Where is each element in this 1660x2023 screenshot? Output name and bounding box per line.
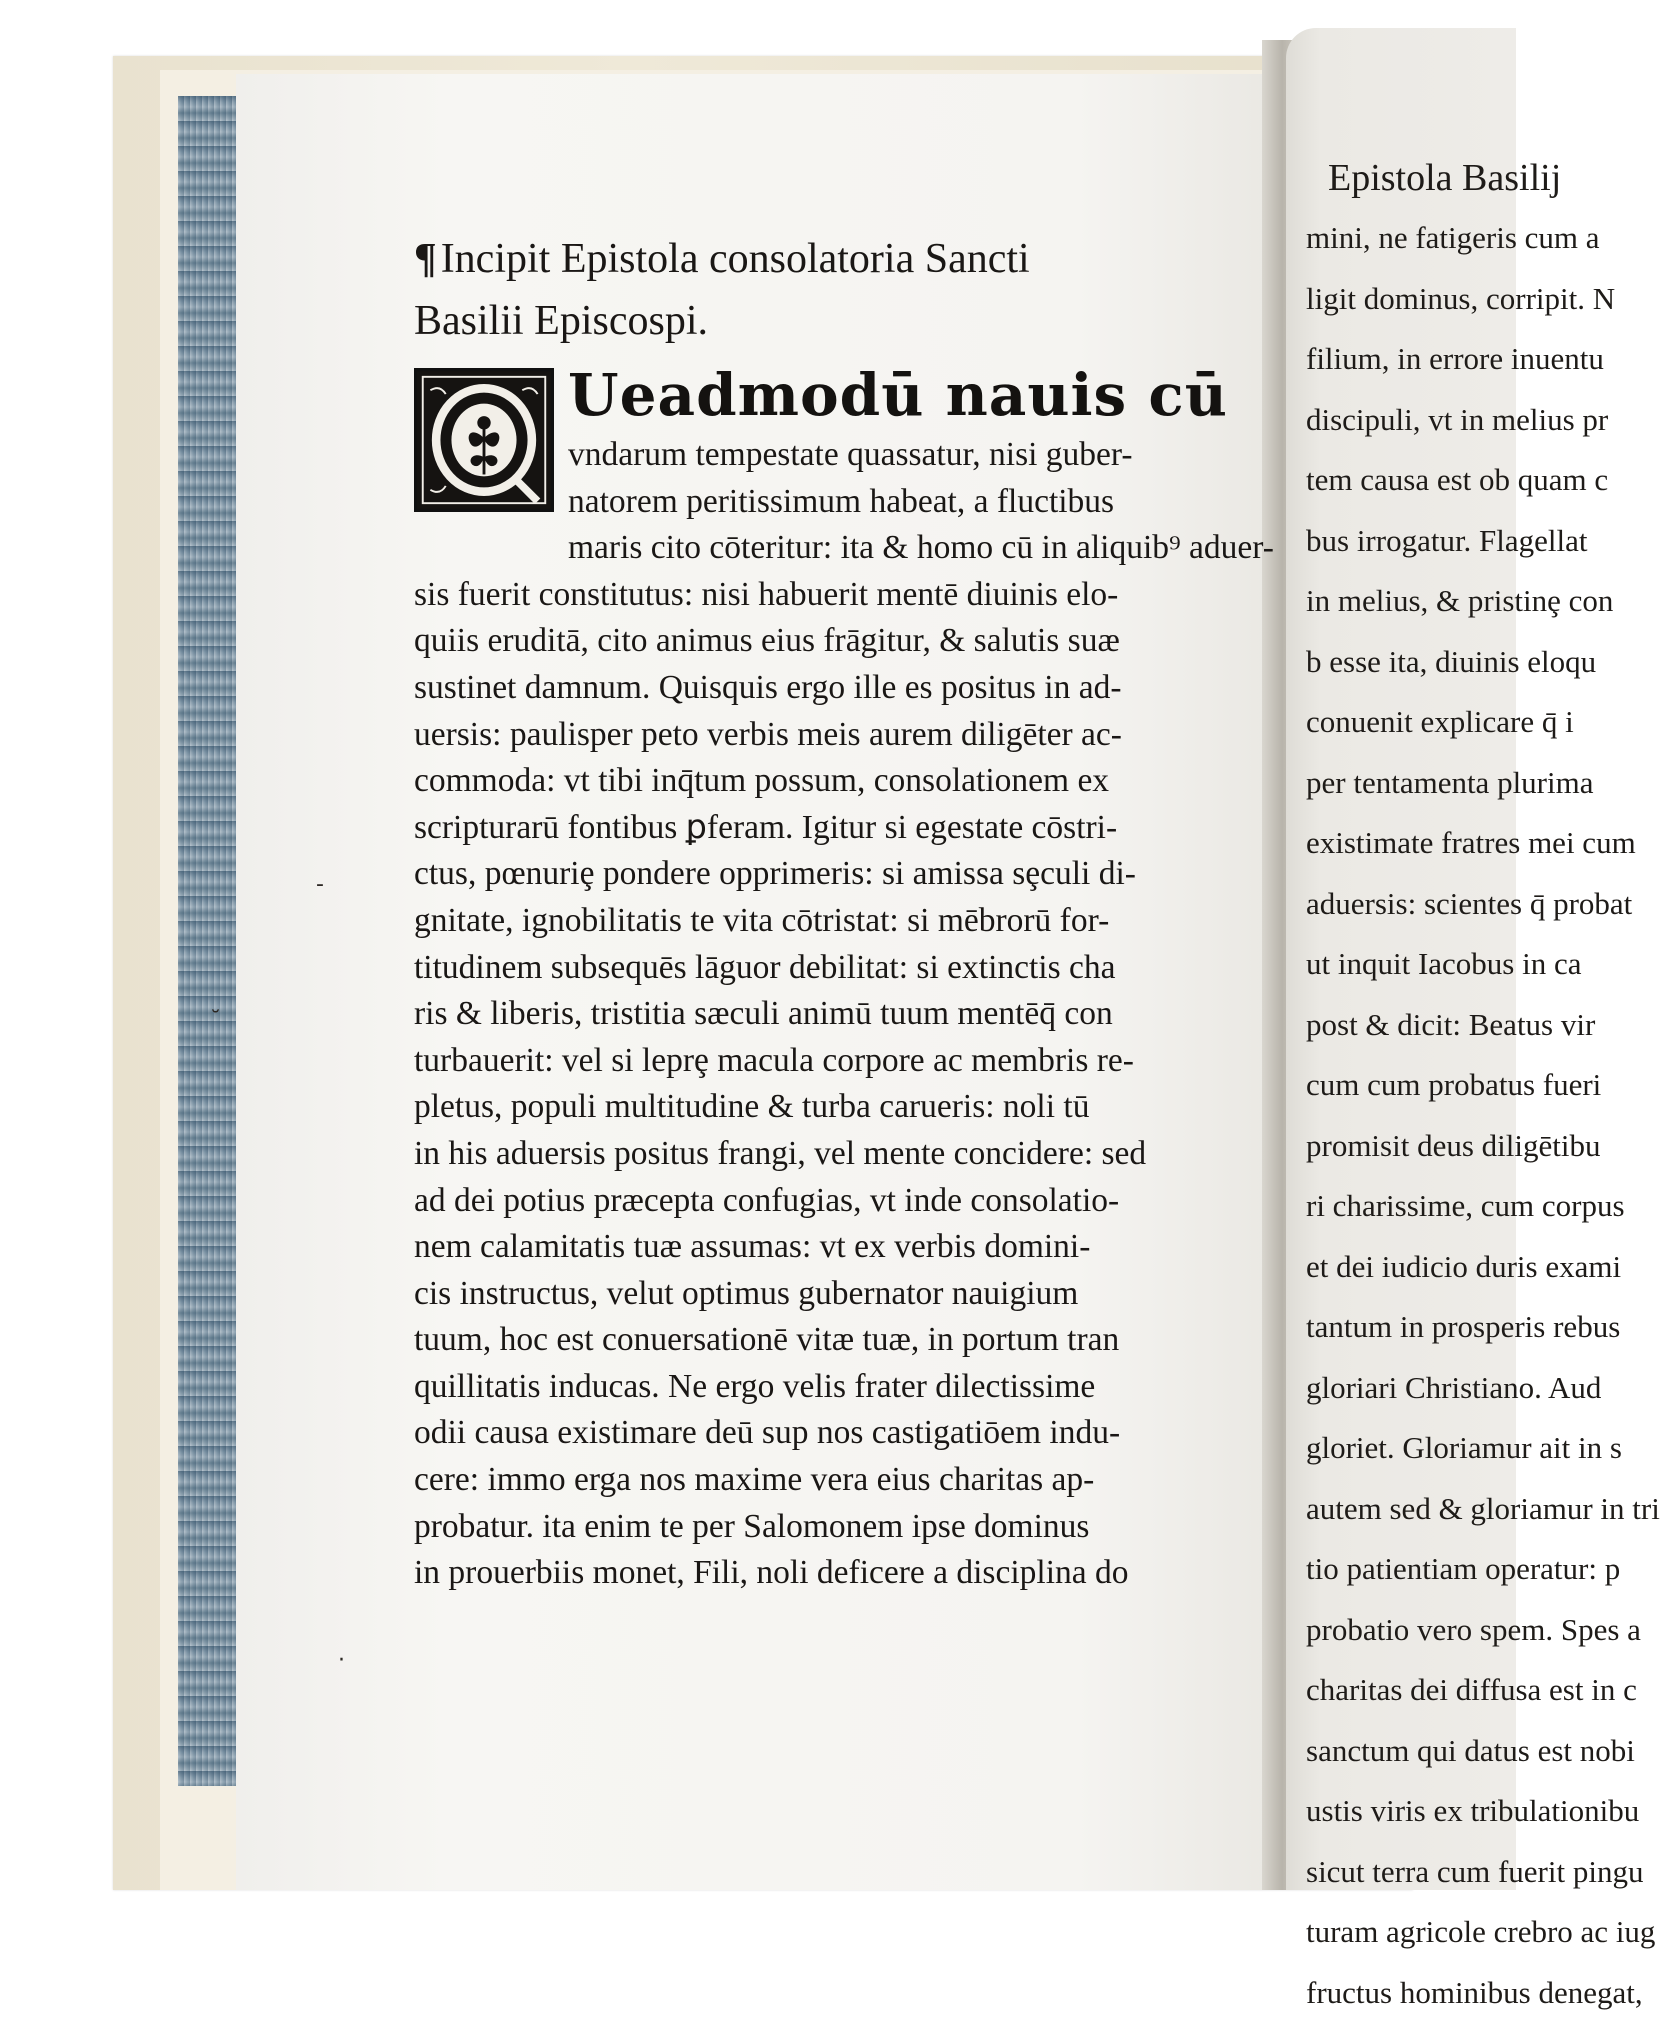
margin-mark: ˘ [210, 1008, 221, 1033]
right-page-line: filium, in errore inuentu [1306, 329, 1546, 390]
right-page-line: ustis viris ex tribulationibu [1306, 1781, 1546, 1842]
right-page-line: ut inquit Iacobus in ca [1306, 934, 1546, 995]
body-line: maris cito cōteritur: ita & homo cū in aliquib⁹ aduer- [414, 525, 1214, 572]
margin-mark: - [316, 872, 324, 897]
body-line: scripturarū fontibus ꝑferam. Igitur si egestate cōstri- [414, 805, 1214, 852]
right-page-line: charitas dei diffusa est in c [1306, 1660, 1546, 1721]
body-line: natorem peritissimum habeat, a fluctibus [414, 479, 1214, 526]
right-page-line: tio patientiam operatur: p [1306, 1539, 1546, 1600]
right-page-line: cum cum probatus fueri [1306, 1055, 1546, 1116]
right-page-line: mini, ne fatigeris cum a [1306, 208, 1546, 269]
right-page-line: autem sed & gloriamur in tri [1306, 1479, 1546, 1540]
right-page-line: promisit deus diligētibu [1306, 1116, 1546, 1177]
right-page-line: conuenit explicare q̄ i [1306, 692, 1546, 753]
right-page-line: fructus hominibus denegat, [1306, 1963, 1546, 2023]
heading-line-1-text: Incipit Epistola consolatoria Sancti [441, 236, 1030, 282]
right-page-line: tantum in prosperis rebus [1306, 1297, 1546, 1358]
right-page-line: per tentamenta plurima [1306, 753, 1546, 814]
right-page-line: tem causa est ob quam c [1306, 450, 1546, 511]
body-line: ctus, pœnuriȩ pondere opprimeris: si amissa sȩculi di- [414, 851, 1214, 898]
body-line: turbauerit: vel si leprȩ macula corpore ac membris re- [414, 1038, 1214, 1085]
body-line: in prouerbiis monet, Fili, noli deficere a disciplina do [414, 1550, 1214, 1597]
body-line: uersis: paulisper peto verbis meis aurem diligēter ac- [414, 712, 1214, 759]
right-page-line: gloriari Christiano. Aud [1306, 1358, 1546, 1419]
right-page-line: post & dicit: Beatus vir [1306, 995, 1546, 1056]
pilcrow-mark: ¶ [414, 236, 437, 282]
body-line: probatur. ita enim te per Salomonem ipse dominus [414, 1504, 1214, 1551]
body-line: quiis eruditā, cito animus eius frāgitur, & salutis suæ [414, 618, 1214, 665]
body-line: cere: immo erga nos maxime vera eius charitas ap- [414, 1457, 1214, 1504]
body-line: vndarum tempestate quassatur, nisi guber- [414, 432, 1214, 479]
body-line: commoda: vt tibi inq̄tum possum, consolationem ex [414, 758, 1214, 805]
heading-line-2: Basilii Episcospi. [414, 290, 1214, 352]
right-page-line: et dei iudicio duris exami [1306, 1237, 1546, 1298]
body-line: in his aduersis positus frangi, vel mente concidere: sed [414, 1131, 1214, 1178]
body-line: odii causa existimare deū sup nos castigatiōem indu- [414, 1410, 1214, 1457]
right-page-line: gloriet. Gloriamur ait in s [1306, 1418, 1546, 1479]
heading-block [414, 228, 1214, 352]
right-page-line: b esse ita, diuinis eloqu [1306, 632, 1546, 693]
lead-line: Ueadmodū nauis cū [568, 360, 1228, 430]
right-page-line: probatio vero spem. Spes a [1306, 1600, 1546, 1661]
right-page-line: in melius, & pristinȩ con [1306, 571, 1546, 632]
body-line: ad dei potius præcepta confugias, vt inde consolatio- [414, 1178, 1214, 1225]
right-page-line: ri charissime, cum corpus [1306, 1176, 1546, 1237]
right-page-line: existimate fratres mei cum [1306, 813, 1546, 874]
margin-mark: · [338, 1648, 345, 1673]
body-line: cis instructus, velut optimus gubernator nauigium [414, 1271, 1214, 1318]
body-line: sis fuerit constitutus: nisi habuerit mentē diuinis elo- [414, 572, 1214, 619]
body-line: tuum, hoc est conuersationē vitæ tuæ, in portum tran [414, 1317, 1214, 1364]
body-line: ris & liberis, tristitia sæculi animū tuum mentēq̄ con [414, 991, 1214, 1038]
body-line: sustinet damnum. Quisquis ergo ille es positus in ad- [414, 665, 1214, 712]
heading-line-1 [414, 228, 1214, 290]
body-text [414, 432, 1214, 1597]
right-page-line: aduersis: scientes q̄ probat [1306, 874, 1546, 935]
right-page-line: turam agricole crebro ac iug [1306, 1902, 1546, 1963]
right-page-text [1306, 148, 1546, 2023]
body-line: titudinem subsequēs lāguor debilitat: si extinctis cha [414, 945, 1214, 992]
marbled-page-edges [178, 96, 239, 1786]
body-line: quillitatis inducas. Ne ergo velis frater dilectissime [414, 1364, 1214, 1411]
body-line: gnitate, ignobilitatis te vita cōtristat: si mēbrorū for- [414, 898, 1214, 945]
right-page-title: Epistola Basilij [1328, 148, 1546, 208]
right-page-line: sicut terra cum fuerit pingu [1306, 1842, 1546, 1903]
body-line: nem calamitatis tuæ assumas: vt ex verbis domini- [414, 1224, 1214, 1271]
right-page-line: bus irrogatur. Flagellat [1306, 511, 1546, 572]
right-page-line: sanctum qui datus est nobi [1306, 1721, 1546, 1782]
body-line: pletus, populi multitudine & turba carueris: noli tū [414, 1084, 1214, 1131]
right-page-line: discipuli, vt in melius pr [1306, 390, 1546, 451]
right-page-line: ligit dominus, corripit. N [1306, 269, 1546, 330]
right-page [1286, 28, 1516, 1890]
